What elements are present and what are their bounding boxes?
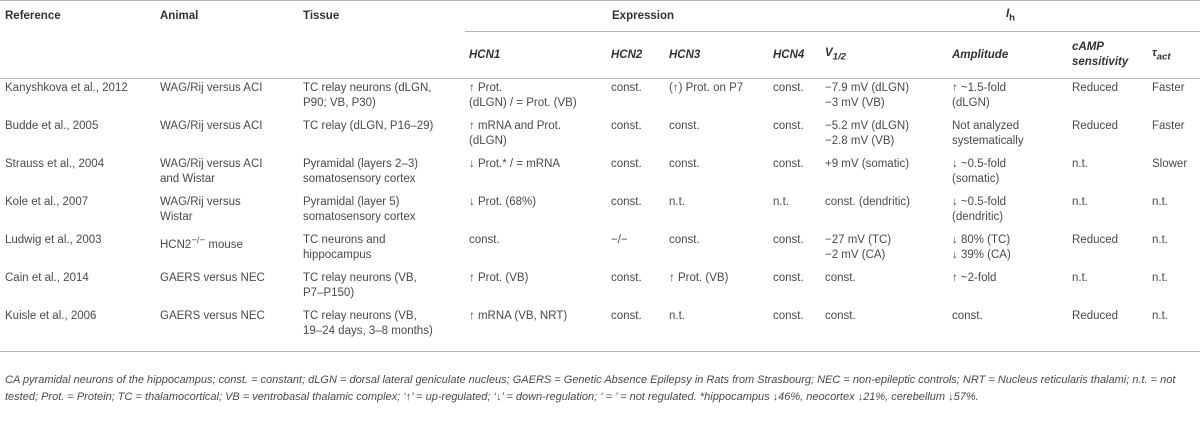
cell-hcn2: const. [611,196,642,208]
cell-amplitude: ↑ ~1.5-fold (dLGN) [952,82,1007,109]
cell-hcn3: ↑ Prot. (VB) [669,272,729,284]
cell-v12: −5.2 mV (dLGN) −2.8 mV (VB) [825,120,910,147]
cell-tissue: TC relay (dLGN, P16–29) [303,120,434,132]
cell-reference: Kole et al., 2007 [5,196,89,208]
cell-v12: +9 mV (somatic) [825,158,910,170]
cell-v12: −27 mV (TC) −2 mV (CA) [825,234,892,261]
cell-hcn1: ↑ mRNA and Prot. (dLGN) [469,120,562,147]
col-group-expression: Expression [465,1,821,32]
col-hcn3: HCN3 [665,32,769,79]
cell-hcn2: const. [611,82,642,94]
table-row [0,269,1200,307]
cell-hcn1: ↑ Prot. (dLGN) / = Prot. (VB) [469,82,577,109]
col-hcn4: HCN4 [769,32,821,79]
cell-amplitude: ↓ 80% (TC) ↓ 39% (CA) [952,234,1011,261]
col-amplitude: Amplitude [948,32,1068,79]
cell-reference: Kanyshkova et al., 2012 [5,82,128,94]
cell-hcn1: const. [469,234,500,246]
col-reference: Reference [0,1,156,32]
cell-hcn4: const. [773,234,804,246]
cell-camp: Reduced [1072,120,1119,132]
cell-hcn1: ↑ mRNA (VB, NRT) [465,307,607,352]
cell-tau: n.t. [1152,234,1168,246]
cell-animal: HCN2−/− mouse [160,235,243,251]
cell-tissue: TC relay neurons (VB, P7–P150) [303,272,417,299]
cell-hcn3: const. [669,234,700,246]
cell-tau: Faster [1152,82,1185,94]
cell-reference: Strauss et al., 2004 [5,158,105,170]
table-row [0,79,1200,118]
cell-camp: n.t. [1072,158,1088,170]
cell-hcn4: const. [773,120,804,132]
table-row [0,117,1200,155]
col-group-ih: $I_h$ [821,1,1200,32]
cell-hcn3: const. [669,158,700,170]
cell-v12: const. [821,307,948,352]
cell-hcn4: const. [773,82,804,94]
cell-tissue: TC relay neurons (dLGN, P90; VB, P30) [303,82,432,109]
cell-hcn2: const. [607,307,665,352]
cell-hcn4: const. [773,272,804,284]
col-hcn1: HCN1 [465,32,607,79]
cell-reference: Ludwig et al., 2003 [5,234,102,246]
cell-hcn2: const. [611,272,642,284]
cell-hcn2: −/− [611,234,628,246]
cell-tau: n.t. [1152,196,1168,208]
cell-tissue: TC relay neurons (VB, 19–24 days, 3–8 months) [299,307,465,352]
cell-animal: WAG/Rij versus ACI and Wistar [160,158,263,185]
cell-v12: const. (dendritic) [825,196,911,208]
table-row [0,231,1200,269]
table-row [0,307,1200,352]
cell-camp: Reduced [1072,82,1119,94]
cell-tau: n.t. [1148,307,1200,352]
table-footnote: CA pyramidal neurons of the hippocampus; const. = constant; dLGN = dorsal lateral geniculate nucleus; GAERS = Genetic Absence Epilepsy in Rats from Strasbourg; NEC = non-epileptic controls; NRT = Nucleus reticularis thalami; n.t. = not tested; Prot. = Protein; TC = thalamocortical; VB = ventrobasal thalamic complex; ‘↑’ = up-regulated; ‘↓’ = down-regulation; ‘ = ’ = not regulated. *hippocampus ↓46%, neocortex ↓21%, cerebellum ↓57%. [5,374,1176,403]
cell-animal: WAG/Rij versus ACI [160,120,263,132]
cell-animal: GAERS versus NEC [156,307,299,352]
cell-amplitude: Not analyzed systematically [952,120,1024,147]
cell-amplitude: ↑ ~2-fold [952,272,997,284]
cell-reference: Kuisle et al., 2006 [0,307,156,352]
table-body [0,79,1200,352]
cell-tissue: Pyramidal (layer 5) somatosensory cortex [303,196,416,223]
cell-tau: Faster [1152,120,1185,132]
cell-camp: Reduced [1068,307,1148,352]
cell-tau: Slower [1152,158,1188,170]
cell-hcn2: const. [611,120,642,132]
col-hcn2: HCN2 [607,32,665,79]
cell-hcn1: ↓ Prot. (68%) [469,196,537,208]
header-row-1 [0,1,1200,32]
cell-hcn3: (↑) Prot. on P7 [669,82,744,94]
cell-animal: WAG/Rij versus ACI [160,82,263,94]
cell-hcn4: const. [769,307,821,352]
cell-hcn1: ↑ Prot. (VB) [469,272,529,284]
cell-hcn3: n.t. [669,196,685,208]
cell-v12: −7.9 mV (dLGN) −3 mV (VB) [825,82,910,109]
col-tissue: Tissue [299,1,465,32]
cell-camp: Reduced [1072,234,1119,246]
table-row [0,193,1200,231]
cell-camp: n.t. [1072,272,1088,284]
cell-hcn3: const. [669,120,700,132]
col-animal: Animal [156,1,299,32]
cell-hcn3: n.t. [665,307,769,352]
cell-hcn4: n.t. [773,196,789,208]
cell-animal: GAERS versus NEC [160,272,265,284]
cell-tissue: TC neurons and hippocampus [303,234,386,261]
cell-animal: WAG/Rij versus Wistar [160,196,241,223]
col-v-half: $V_{1/2}$ [821,32,948,79]
cell-hcn1: ↓ Prot.* / = mRNA [469,158,561,170]
header-row-2 [0,32,1200,79]
cell-camp: n.t. [1072,196,1088,208]
cell-hcn2: const. [611,158,642,170]
cell-v12: const. [825,272,856,284]
cell-reference: Cain et al., 2014 [5,272,89,284]
col-tau: $\tau_{act}$ [1148,32,1200,79]
cell-tau: n.t. [1152,272,1168,284]
cell-amplitude: const. [948,307,1068,352]
cell-hcn4: const. [773,158,804,170]
table-row [0,155,1200,193]
cell-reference: Budde et al., 2005 [5,120,99,132]
col-camp: cAMP sensitivity [1068,32,1148,79]
cell-tissue: Pyramidal (layers 2–3) somatosensory cortex [303,158,419,185]
cell-amplitude: ↓ ~0.5-fold (somatic) [952,158,1007,185]
cell-amplitude: ↓ ~0.5-fold (dendritic) [952,196,1007,223]
